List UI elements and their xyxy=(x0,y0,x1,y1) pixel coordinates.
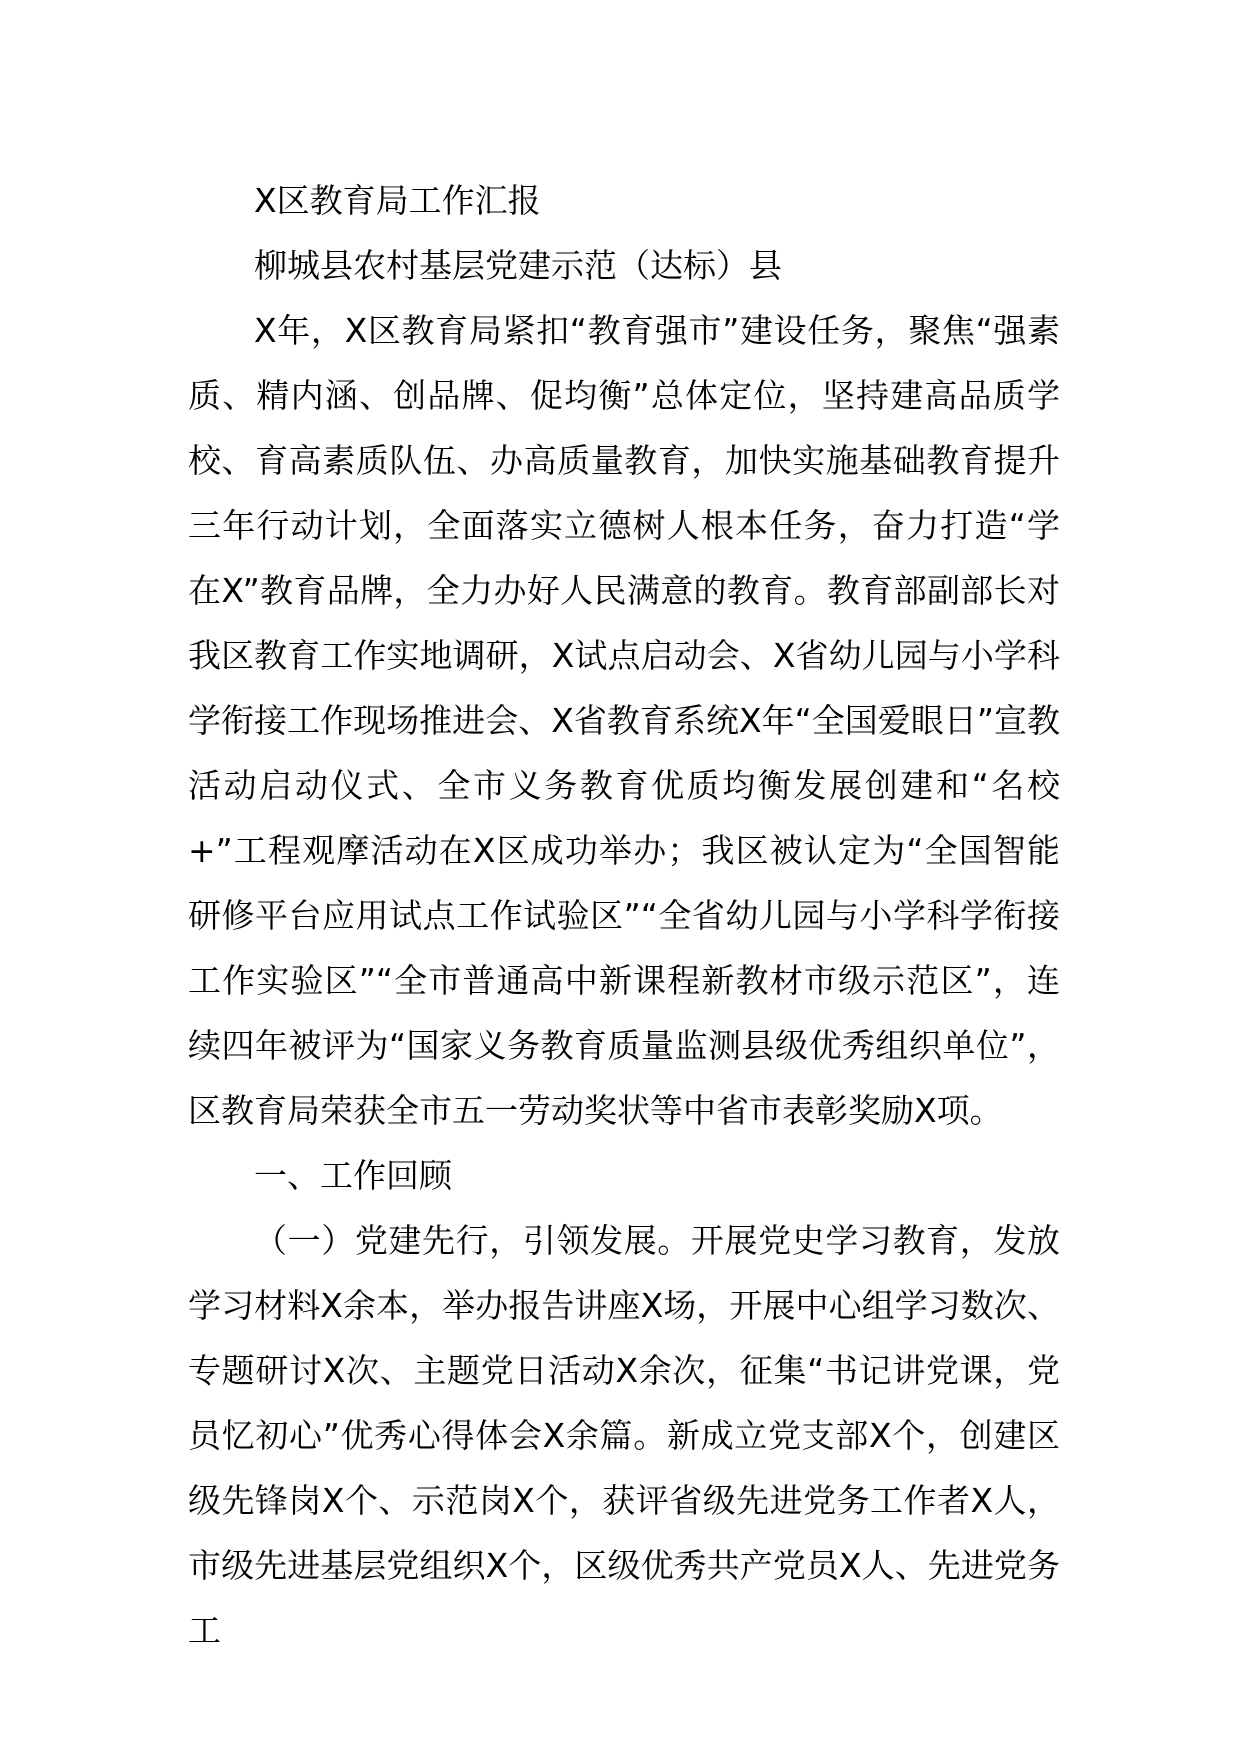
intro-paragraph: X年，X区教育局紧扣“教育强市”建设任务，聚焦“强素质、精内涵、创品牌、促均衡”总体定位，坚持建高品质学校、育高素质队伍、办高质量教育，加快实施基础教育提升三年行动计划，全面落实立德树人根本任务，奋力打造“学在X”教育品牌，全力办好人民满意的教育。教育部副部长对我区教育工作实地调研，X试点启动会、X省幼儿园与小学科学衔接工作现场推进会、X省教育系统X年“全国爱眼日”宣教活动启动仪式、全市义务教育优质均衡发展创建和“名校+”工程观摩活动在X区成功举办；我区被认定为“全国智能研修平台应用试点工作试验区”“全省幼儿园与小学科学衔接工作实验区”“全市普通高中新课程新教材市级示范区”，连续四年被评为“国家义务教育质量监测县级优秀组织单位”，区教育局荣获全市五一劳动奖状等中省市表彰奖励X项。 xyxy=(188,311,1060,1130)
document-subtitle: 柳城县农村基层党建示范（达标）县 xyxy=(254,246,782,285)
document-body xyxy=(188,168,1060,1663)
document-title: X区教育局工作汇报 xyxy=(254,181,541,220)
section-heading: 一、工作回顾 xyxy=(254,1156,452,1195)
body-paragraph: （一）党建先行，引领发展。开展党史学习教育，发放学习材料X余本，举办报告讲座X场，开展中心组学习数次、专题研讨X次、主题党日活动X余次，征集“书记讲党课，党员忆初心”优秀心得体会X余篇。新成立党支部X个，创建区级先锋岗X个、示范岗X个，获评省级先进党务工作者X人，市级先进基层党组织X个，区级优秀共产党员X人、先进党务工 xyxy=(188,1221,1060,1650)
